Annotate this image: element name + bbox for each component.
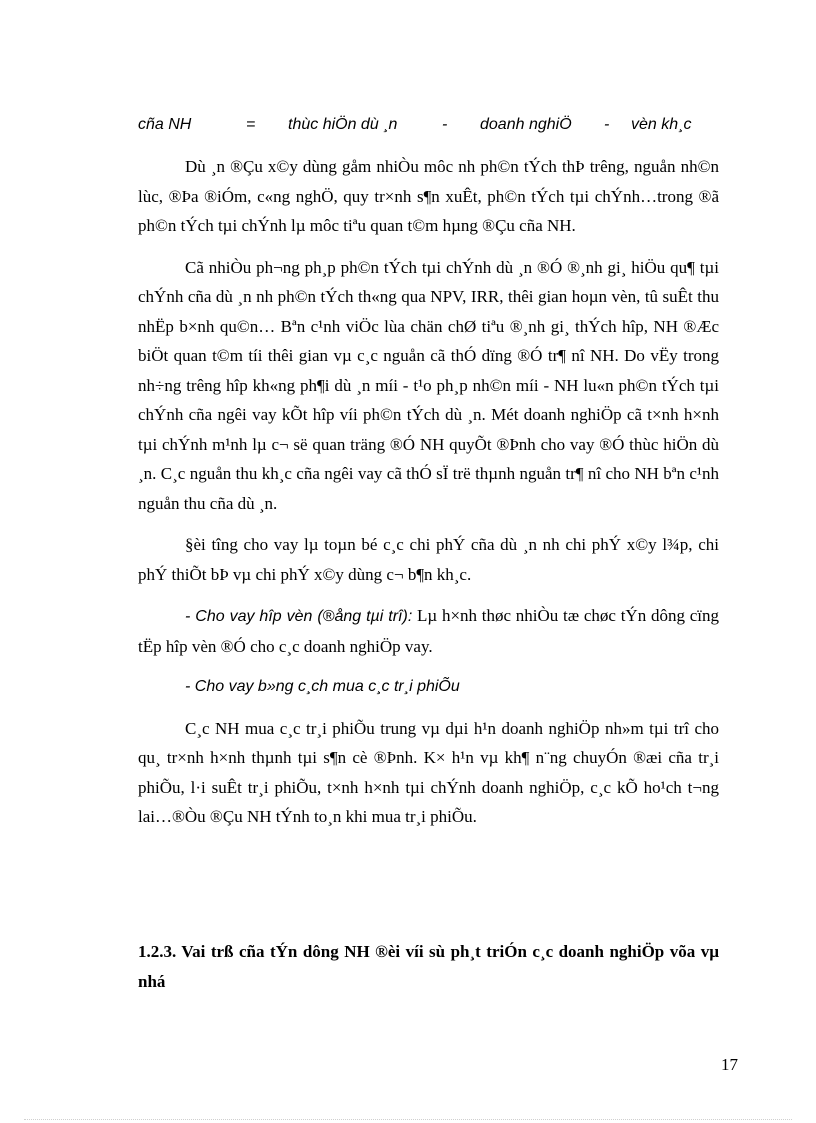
paragraph-bond-purchase: C¸c NH mua c¸c tr¸i phiÕu trung vµ dµi h¹n doanh nghiÖp nh»m tµi trî cho qu¸ tr×nh h×nh thµnh tµi s¶n cè ®Þnh. K× h¹n vµ kh¶ n¨ng chuyÓn ®æi cña tr¸i phiÕu, l·i suÊt tr¸i phiÕu, t×nh h×nh tµi chÝnh doanh nghiÖp, c¸c kÕ ho¹ch t¬ng lai…®Òu ®Çu NH tÝnh to¸n khi mua tr¸i phiÕu. xyxy=(138,718,719,826)
formula-term-3: vèn kh¸c xyxy=(631,116,692,133)
formula-term-2: doanh nghiÖ xyxy=(480,116,572,133)
paragraph-syndicated-loan xyxy=(138,601,719,661)
body-text xyxy=(138,152,719,844)
footer-divider xyxy=(24,1119,792,1120)
formula-minus-1: - xyxy=(442,116,448,133)
paragraph-project-analysis: Dù ¸n ®Çu x©y dùng gåm nhiÒu môc nh ph©n tÝch thÞ trêng, nguån nh©n lùc, ®Þa ®iÓm, c«ng nghÖ, quy tr×nh s¶n xuÊt, ph©n tÝch tµi chÝnh…trong ®ã ph©n tÝch tµi chÝnh lµ môc tiªu quan t©m hµng ®Çu cña NH. xyxy=(138,157,719,235)
formula-left-term: cña NH xyxy=(138,116,192,133)
section-heading: 1.2.3. Vai trß cña tÝn dông NH ®èi víi sù ph¸t triÓn c¸c doanh nghiÖp võa vµ nhá xyxy=(138,942,719,991)
paragraph-loan-objects: §èi tîng cho vay lµ toµn bé c¸c chi phÝ cña dù ¸n nh chi phÝ x©y l¾p, chi phÝ thiÕt bÞ vµ chi phÝ x©y dùng c¬ b¶n kh¸c. xyxy=(138,535,719,584)
formula-equals-sign: = xyxy=(246,116,256,133)
paragraph-bond-loan-title xyxy=(138,671,719,702)
formula-minus-2: - xyxy=(604,116,610,133)
formula-term-1: thùc hiÖn dù ¸n xyxy=(288,116,398,133)
syndicated-loan-lead: - Cho vay hîp vèn (®ång tµi trî): xyxy=(185,608,413,625)
paragraph-financial-methods: Cã nhiÒu ph¬ng ph¸p ph©n tÝch tµi chÝnh dù ¸n ®Ó ®¸nh gi¸ hiÖu qu¶ tµi chÝnh cña dù ¸n nh ph©n tÝch th«ng qua NPV, IRR, thêi gian hoµn vèn, tû suÊt thu nhËp b×nh qu©n… Bªn c¹nh viÖc lùa chän chØ tiªu ®¸nh gi¸ thÝch hîp, NH ®Æc biÖt quan t©m tíi thêi gian vµ c¸c nguån cã thÓ dïng ®Ó tr¶ nî NH. Do vËy trong nh÷ng trêng hîp kh«ng ph¶i dù ¸n míi - t¹o ph¸p nh©n míi - NH lu«n ph©n tÝch tµi chÝnh cña ngêi vay kÕt hîp víi ph©n tÝch dù ¸n. Mét doanh nghiÖp cã t×nh h×nh tµi chÝnh m¹nh lµ c¬ së quan träng ®Ó NH quyÕt ®Þnh cho vay ®Ó thùc hiÖn dù ¸n. C¸c nguån thu kh¸c cña ngêi vay cã thÓ sÏ trë thµnh nguån tr¶ nî cho NH bªn c¹nh nguån thu cña dù ¸n. xyxy=(138,257,719,513)
syndicated-loan-text: Lµ h×nh thøc nhiÒu tæ chøc tÝn dông cïng tËp hîp vèn ®Ó cho c¸c doanh nghiÖp vay. xyxy=(138,606,719,656)
page-number: 17 xyxy=(721,1055,738,1074)
formula-line xyxy=(138,113,738,137)
bond-loan-title: - Cho vay b»ng c¸ch mua c¸c tr¸i phiÕu xyxy=(185,678,460,695)
